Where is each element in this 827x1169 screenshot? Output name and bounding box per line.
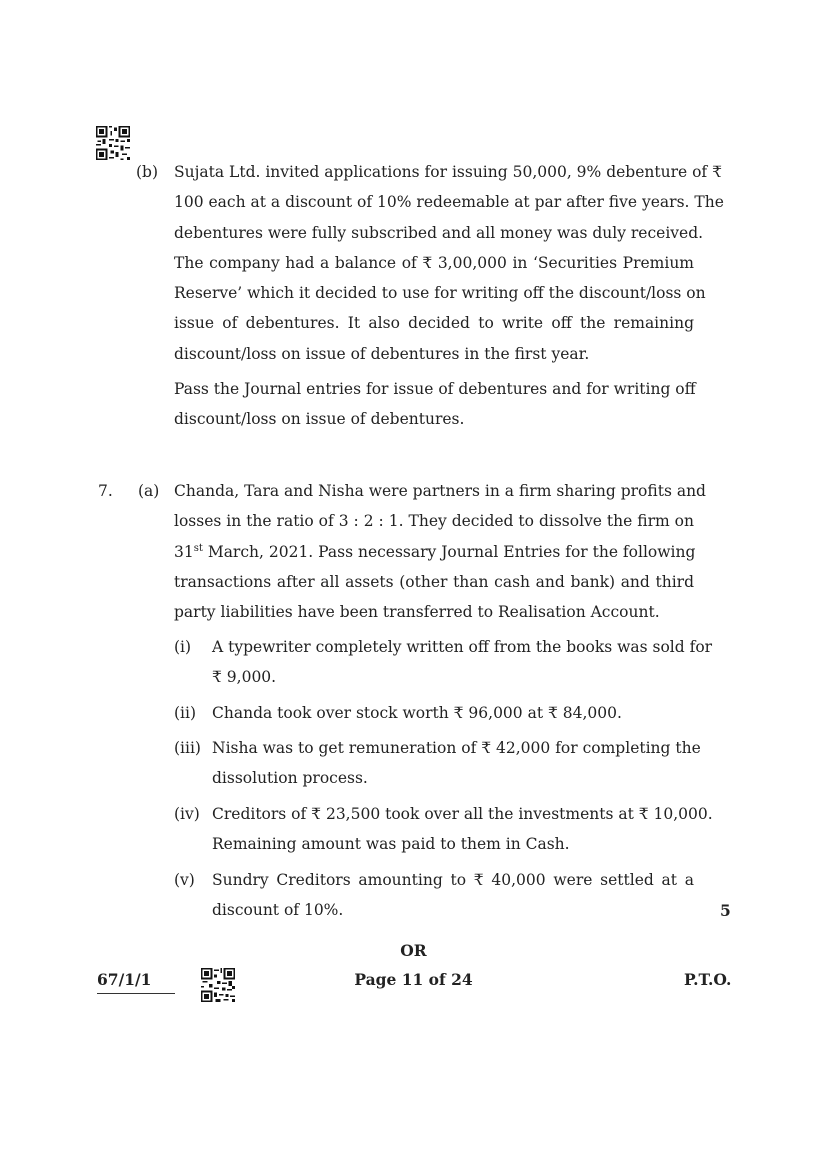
qr-code-icon	[96, 126, 130, 160]
item-label: (ii)	[174, 704, 197, 722]
part-a-label: (a)	[138, 482, 160, 500]
text-line: transactions after all assets (other than cash and bank) and third	[174, 572, 694, 591]
text-line: losses in the ratio of 3 : 2 : 1. They decided to dissolve the firm on	[174, 512, 694, 531]
text-line: discount of 10%.	[212, 901, 344, 919]
text-line: Creditors of ₹ 23,500 took over all the investments at ₹ 10,000.	[212, 805, 713, 823]
text-line: dissolution process.	[212, 769, 368, 787]
list-item	[212, 632, 713, 692]
item-label: (v)	[174, 871, 195, 889]
text-line: Pass the Journal entries for issue of debentures and for writing off	[174, 380, 696, 398]
date-suffix: st	[193, 542, 203, 554]
text-line: issue of debentures. It also decided to write off the remaining	[174, 314, 694, 333]
or-divider: OR	[400, 941, 427, 960]
item-label: (iii)	[174, 739, 201, 757]
question-number: 7.	[98, 482, 113, 500]
date-rest: March, 2021. Pass necessary Journal Entries for the following	[202, 542, 696, 561]
text-line: 100 each at a discount of 10% redeemable at par after five years. The	[174, 193, 724, 212]
text-line: Chanda took over stock worth ₹ 96,000 at ₹ 84,000.	[212, 704, 622, 722]
text-line: Reserve’ which it decided to use for writing off the discount/loss on	[174, 284, 706, 303]
list-item	[212, 799, 713, 859]
paper-code: 67/1/1	[97, 970, 175, 994]
part-b-question-text	[174, 157, 724, 369]
text-line: Sundry Creditors amounting to ₹ 40,000 were settled at a	[212, 871, 694, 889]
text-line: discount/loss on issue of debentures in the first year.	[174, 344, 590, 363]
text-line: ₹ 9,000.	[212, 668, 277, 686]
date-day: 31	[174, 542, 194, 561]
text-line: A typewriter completely written off from the books was sold for	[212, 638, 713, 656]
text-line: Remaining amount was paid to them in Cash.	[212, 835, 570, 853]
list-item	[212, 698, 694, 728]
list-item	[212, 733, 701, 793]
item-label: (i)	[174, 638, 192, 656]
list-item	[212, 865, 694, 925]
text-line: Sujata Ltd. invited applications for issuing 50,000, 9% debenture of ₹	[174, 163, 722, 181]
part-b-label: (b)	[136, 163, 159, 181]
pto-label: P.T.O.	[684, 970, 732, 989]
item-label: (iv)	[174, 805, 200, 823]
text-line: debentures were fully subscribed and all money was duly received.	[174, 223, 704, 242]
text-line	[174, 537, 694, 567]
part-b-instruction	[174, 374, 694, 435]
text-line: The company had a balance of ₹ 3,00,000 in ‘Securities Premium	[174, 253, 694, 272]
text-line: discount/loss on issue of debentures.	[174, 410, 465, 429]
q7-question-text	[174, 476, 706, 627]
page-number: Page 11 of 24	[354, 970, 473, 989]
text-line: party liabilities have been transferred to Realisation Account.	[174, 603, 660, 622]
text-line: Nisha was to get remuneration of ₹ 42,000 for completing the	[212, 739, 701, 757]
text-line: Chanda, Tara and Nisha were partners in a firm sharing profits and	[174, 482, 706, 500]
marks: 5	[720, 901, 731, 920]
